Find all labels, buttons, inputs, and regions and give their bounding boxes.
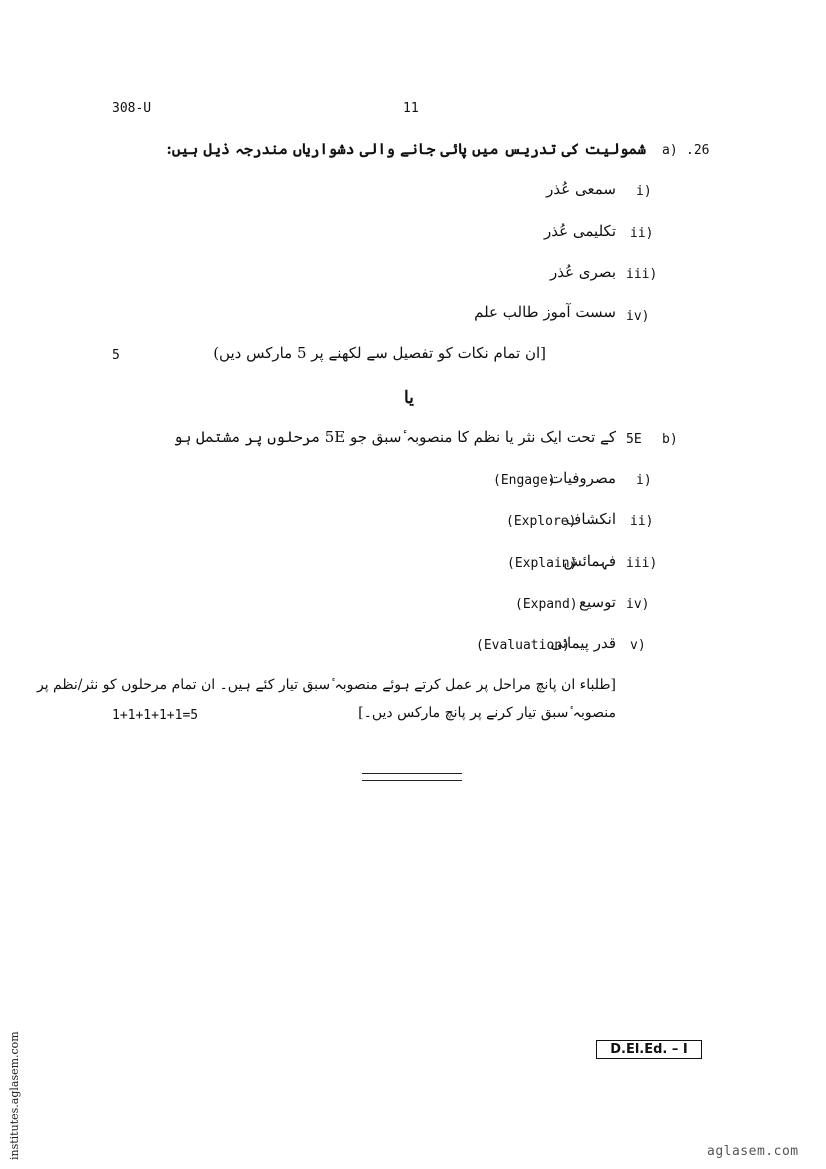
end-of-answer-rule	[362, 773, 462, 781]
part-b-item-text: مصروفیات	[549, 469, 616, 487]
part-b-title: کے تحت ایک نثر یا نظم کا منصوبہ ٔسبق جو 5E مرحلوں پر مشتمل ہو	[173, 428, 616, 446]
part-b-tag: 5E	[626, 432, 642, 447]
part-a-item-num: iii)	[626, 267, 658, 282]
part-a-marks-note: [ان تمام نکات کو تفصیل سے لکھنے پر 5 مارکس دیں)	[213, 344, 546, 362]
part-b-item-en: (Engage)	[493, 473, 556, 488]
part-b-item-en: (Evaluation)	[476, 638, 570, 653]
part-b-item-text: توسیع	[578, 593, 616, 611]
part-a-item-text: سمعی عُذر	[546, 180, 616, 198]
page-number: 11	[403, 101, 419, 116]
part-b-item-text: فہمائش	[563, 552, 616, 570]
paper-code: 308-U	[112, 101, 152, 116]
part-a-title: شمولیت کی تدریس میں پائی جانے والی دشواریاں مندرجہ ذیل ہیں:	[166, 140, 646, 158]
part-a-item-num: i)	[636, 184, 652, 199]
part-b-item-num: v)	[630, 638, 646, 653]
part-b-item-en: (Expand)	[515, 597, 578, 612]
part-b-item-num: iv)	[626, 597, 650, 612]
part-a-label: a)	[662, 143, 678, 158]
part-a-item-text: سست آموز طالب علم	[474, 303, 616, 321]
part-a-marks: 5	[112, 348, 120, 363]
question-number: .26	[686, 143, 710, 158]
part-a-item-text: تکلیمی عُذر	[544, 222, 616, 240]
side-watermark-url: institutes.aglasem.com	[8, 1031, 21, 1160]
part-b-item-text: قدر پیمائی	[550, 634, 616, 652]
part-b-marks-note-line2: منصوبہ ٔسبق تیار کرنے پر پانچ مارکس دیں۔]	[358, 705, 616, 721]
part-b-item-en: (Explore)	[506, 514, 577, 529]
part-b-item-num: i)	[636, 473, 652, 488]
part-b-item-en: (Explain)	[507, 556, 578, 571]
part-a-item-num: iv)	[626, 309, 650, 324]
part-b-item-num: iii)	[626, 556, 658, 571]
or-separator: یا	[404, 388, 414, 408]
brand-watermark: aglasem.com	[707, 1144, 799, 1159]
part-a-item-num: ii)	[630, 226, 654, 241]
part-b-marks-note-line1: [طلباء ان پانچ مراحل پر عمل کرتے ہوئے منصوبہ ٔسبق تیار کئے ہیں۔ ان تمام مرحلوں کو نثر/نظم پر	[36, 677, 616, 693]
part-b-marks: 1+1+1+1+1=5	[112, 708, 199, 723]
part-b-item-text: انکشاف	[565, 510, 616, 528]
course-label: D.El.Ed. – I	[596, 1040, 702, 1059]
part-b-label: b)	[662, 432, 678, 447]
part-b-item-num: ii)	[630, 514, 654, 529]
part-a-item-text: بصری عُذر	[549, 263, 616, 281]
